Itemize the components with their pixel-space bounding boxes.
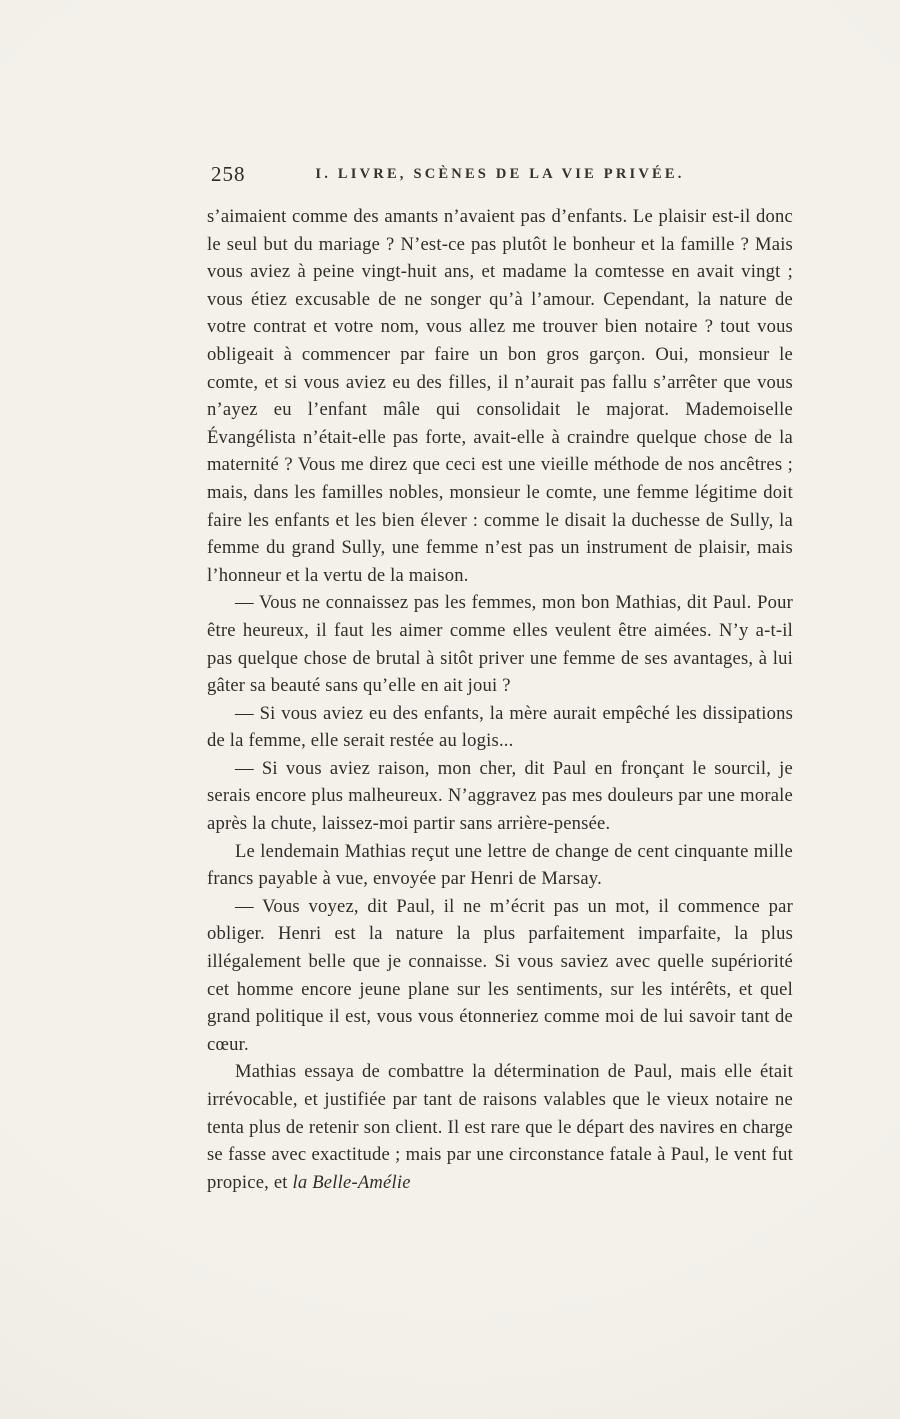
page-number: 258 — [211, 162, 246, 186]
paragraph — [207, 1058, 793, 1196]
page-text — [207, 203, 793, 1196]
paragraph: — Si vous aviez raison, mon cher, dit Paul en fronçant le sourcil, je serais encore plus malheureux. N’aggravez pas mes douleurs par une morale après la chute, laissez-moi partir sans arrière-pensée. — [207, 757, 793, 835]
paragraph: — Si vous aviez eu des enfants, la mère aurait empêché les dissipations de la femme, elle serait restée au logis... — [207, 702, 793, 752]
page-header — [207, 162, 793, 188]
paragraph: — Vous ne connaissez pas les femmes, mon bon Mathias, dit Paul. Pour être heureux, il faut les aimer comme elles veulent être aimées. N’y a-t-il pas quelque chose de brutal à sitôt priver une femme de ses avantages, à lui gâter sa beauté sans qu’elle en ait joui ? — [207, 592, 793, 697]
running-title: I. LIVRE, SCÈNES DE LA VIE PRIVÉE. — [315, 166, 685, 182]
paragraph-text: Mathias essaya de combattre la détermination de Paul, mais elle était irrévocable, et justifiée par tant de raisons valables que le vieux notaire ne tenta plus de retenir son client. Il est rare que le départ des navires en charge se fasse avec exactitude ; mais par une circonstance fatale à Paul, le vent fut propice, et — [207, 1061, 793, 1193]
ship-name-italic: la Belle-Amélie — [292, 1171, 411, 1193]
paragraph: Le lendemain Mathias reçut une lettre de change de cent cinquante mille francs payable à vue, envoyée par Henri de Marsay. — [207, 840, 793, 890]
paragraph: — Vous voyez, dit Paul, il ne m’écrit pas un mot, il commence par obliger. Henri est la nature la plus parfaitement imparfaite, la plus illégalement belle que je connaisse. Si vous saviez avec quelle supériorité cet homme encore jeune plane sur les sentiments, sur les intérêts, et quel grand politique il est, vous vous étonneriez comme moi de lui savoir tant de cœur. — [207, 895, 793, 1055]
text-column — [207, 162, 793, 1196]
paragraph: s’aimaient comme des amants n’avaient pas d’enfants. Le plaisir est-il donc le seul but du mariage ? N’est-ce pas plutôt le bonheur et la famille ? Mais vous aviez à peine vingt-huit ans, et madame la comtesse en avait vingt ; vous étiez excusable de ne songer qu’à l’amour. Cependant, la nature de votre contrat et votre nom, vous allez me trouver bien notaire ? tout vous obligeait à commencer par faire un bon gros garçon. Oui, monsieur le comte, et si vous aviez eu des filles, il n’aurait pas fallu s’arrêter que vous n’ayez eu l’enfant mâle qui consolidait le majorat. Mademoiselle Évangélista n’était-elle pas forte, avait-elle à craindre quelque chose de la maternité ? Vous me direz que ceci est une vieille méthode de nos ancêtres ; mais, dans les familles nobles, monsieur le comte, une femme légitime doit faire les enfants et les bien élever : comme le disait la duchesse de Sully, la femme du grand Sully, une femme n’est pas un instrument de plaisir, mais l’honneur et la vertu de la maison. — [207, 206, 793, 586]
